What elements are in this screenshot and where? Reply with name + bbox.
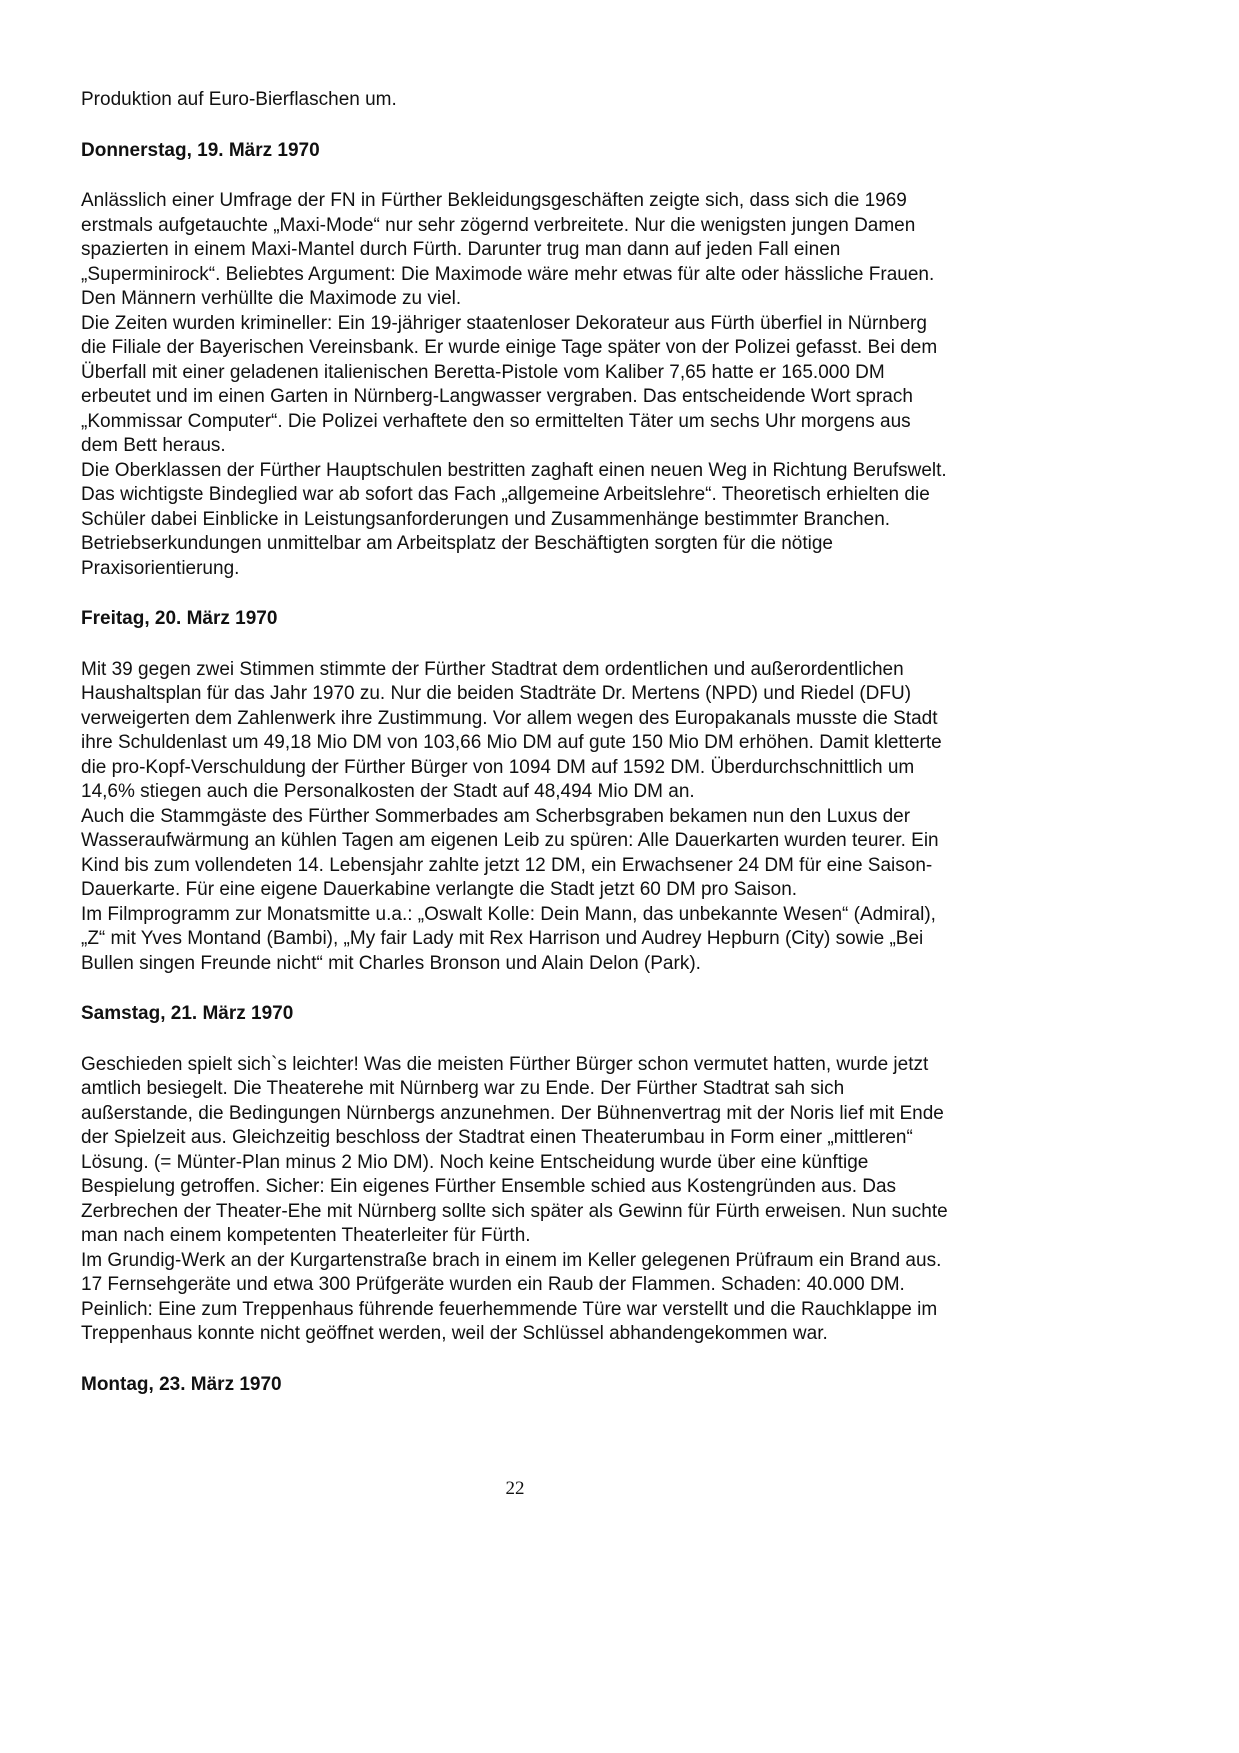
section-paragraph: Anlässlich einer Umfrage der FN in Fürther Bekleidungsgeschäften zeigte sich, dass sich die 1969 erstmals aufgetauchte „Maxi-Mode“ nur sehr zögernd verbreitete. Nur die wenigsten jungen Damen spazierten in einem Maxi-Mantel durch Fürth. Darunter trug man dann auf jeden Fall einen „Superminirock“. Beliebtes Argument: Die Maximode wäre mehr etwas für alte oder hässliche Frauen. Den Männern verhüllte die Maximode zu viel. [81, 190, 935, 309]
date-section [81, 607, 949, 976]
date-section [81, 139, 949, 582]
section-heading: Freitag, 20. März 1970 [81, 608, 278, 629]
section-paragraph: Im Filmprogramm zur Monatsmitte u.a.: „Oswalt Kolle: Dein Mann, das unbekannte Wesen“ (Admiral), „Z“ mit Yves Montand (Bambi), „My fair Lady mit Rex Harrison und Audrey Hepburn (City) sowie „Bei Bullen singen Freunde nicht“ mit Charles Bronson und Alain Delon (Park). [81, 903, 936, 974]
page-number: 22 [505, 1478, 525, 1499]
sections-container [81, 139, 949, 1398]
section-paragraph: Die Oberklassen der Fürther Hauptschulen bestritten zaghaft einen neuen Weg in Richtung Berufswelt. Das wichtigste Bindeglied war ab sofort das Fach „allgemeine Arbeitslehre“. Theoretisch erhielten die Schüler dabei Einblicke in Leistungsanforderungen und Zusammenhänge bestimmter Branchen. Betriebserkundungen unmittelbar am Arbeitsplatz der Beschäftigten sorgten für die nötige Praxisorientierung. [81, 459, 947, 579]
section-heading: Samstag, 21. März 1970 [81, 1003, 294, 1024]
section-heading: Montag, 23. März 1970 [81, 1373, 282, 1395]
section-heading: Donnerstag, 19. März 1970 [81, 139, 320, 161]
date-section [81, 1002, 949, 1347]
document-body [81, 88, 949, 1423]
section-paragraph: Geschieden spielt sich`s leichter! Was die meisten Fürther Bürger schon vermutet hatten, wurde jetzt amtlich besiegelt. Die Theaterehe mit Nürnberg war zu Ende. Der Fürther Stadtrat sah sich außerstande, die Bedingungen Nürnbergs anzunehmen. Der Bühnenvertrag mit der Noris lief mit Ende der Spielzeit aus. Gleichzeitig beschloss der Stadtrat einen Theaterumbau in Form einer „mittleren“ Lösung. (= Münter-Plan minus 2 Mio DM). Noch keine Entscheidung wurde über eine künftige Bespielung getroffen. Sicher: Ein eigenes Fürther Ensemble schied aus Kostengründen aus. Das Zerbrechen der Theater-Ehe mit Nürnberg sollte sich später als Gewinn für Fürth erweisen. Nun suchte man nach einem kompetenten Theaterleiter für Fürth. [81, 1053, 948, 1246]
section-paragraph: Die Zeiten wurden krimineller: Ein 19-jähriger staatenloser Dekorateur aus Fürth überfiel in Nürnberg die Filiale der Bayerischen Vereinsbank. Er wurde einige Tage später von der Polizei gefasst. Bei dem Überfall mit einer geladenen italienischen Beretta-Pistole vom Kaliber 7,65 hatte er 165.000 DM erbeutet und im einen Garten in Nürnberg-Langwasser vergraben. Das entscheidende Wort sprach „Kommissar Computer“. Die Polizei verhaftete den so ermittelten Täter um sechs Uhr morgens aus dem Bett heraus. [81, 312, 938, 456]
section-paragraph: Im Grundig-Werk an der Kurgartenstraße brach in einem im Keller gelegenen Prüfraum ein Brand aus. 17 Fernsehgeräte und etwa 300 Prüfgeräte wurden ein Raub der Flammen. Schaden: 40.000 DM. Peinlich: Eine zum Treppenhaus führende feuerhemmende Türe war verstellt und die Rauchklappe im Treppenhaus konnte nicht geöffnet werden, weil der Schlüssel abhandengekommen war. [81, 1249, 942, 1344]
date-section [81, 1373, 949, 1398]
section-paragraph: Auch die Stammgäste des Fürther Sommerbades am Scherbsgraben bekamen nun den Luxus der Wasseraufwärmung an kühlen Tagen am eigenen Leib zu spüren: Alle Dauerkarten wurden teurer. Ein Kind bis zum vollendeten 14. Lebensjahr zahlte jetzt 12 DM, ein Erwachsener 24 DM für eine Saison-Dauerkarte. Für eine eigene Dauerkabine verlangte die Stadt jetzt 60 DM pro Saison. [81, 805, 939, 900]
intro-paragraph: Produktion auf Euro-Bierflaschen um. [81, 89, 397, 110]
section-paragraph: Mit 39 gegen zwei Stimmen stimmte der Fürther Stadtrat dem ordentlichen und außerordentlichen Haushaltsplan für das Jahr 1970 zu. Nur die beiden Stadträte Dr. Mertens (NPD) und Riedel (DFU) verweigerten dem Zahlenwerk ihre Zustimmung. Vor allem wegen des Europakanals musste die Stadt ihre Schuldenlast um 49,18 Mio DM von 103,66 Mio DM auf gute 150 Mio DM erhöhen. Damit kletterte die pro-Kopf-Verschuldung der Fürther Bürger von 1094 DM auf 1592 DM. Überdurchschnittlich um 14,6% stiegen auch die Personalkosten der Stadt auf 48,494 Mio DM an. [81, 658, 942, 802]
